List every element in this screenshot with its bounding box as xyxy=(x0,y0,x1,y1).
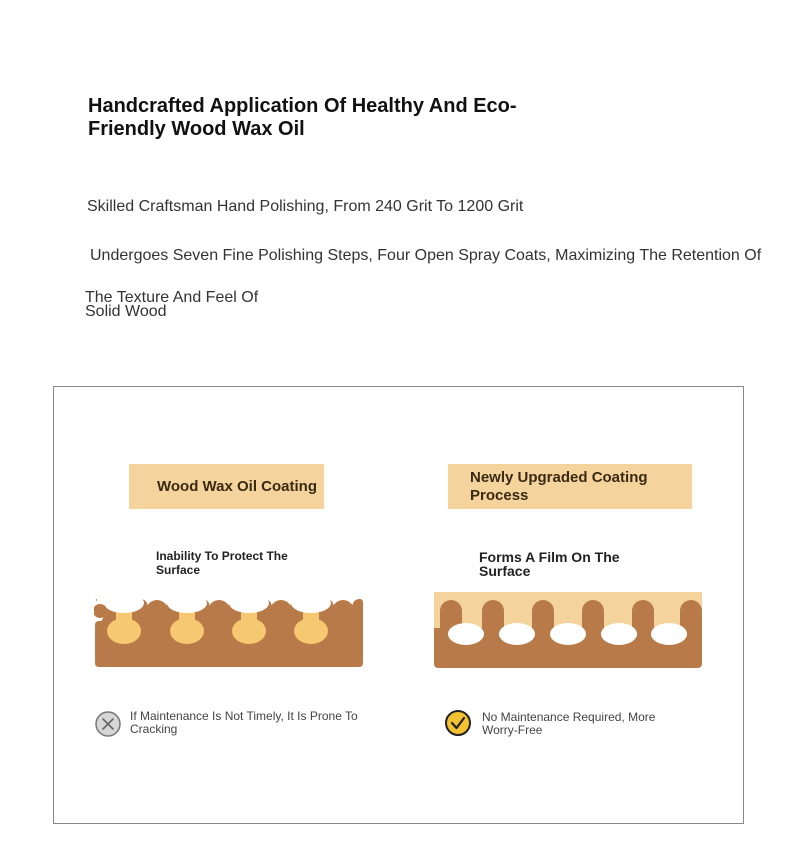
intro-line-1: Skilled Craftsman Hand Polishing, From 240 Grit To 1200 Grit xyxy=(87,198,524,215)
intro-line-3: The Texture And Feel Of Solid Wood xyxy=(85,289,259,320)
intro-line-2: Undergoes Seven Fine Polishing Steps, Four Open Spray Coats, Maximizing The Retention Of xyxy=(90,247,762,264)
wood-cross-section-open-pores xyxy=(94,597,364,669)
caption-right: Forms A Film On The Surface xyxy=(479,549,620,579)
tag-upgraded-coating-process: Newly Upgraded Coating Process xyxy=(448,464,692,509)
caption-left: Inability To Protect The Surface xyxy=(156,549,288,577)
page-title: Handcrafted Application Of Healthy And Eco-Friendly Wood Wax Oil xyxy=(88,95,517,140)
tag-wood-wax-oil-coating: Wood Wax Oil Coating xyxy=(129,464,324,509)
x-circle-icon xyxy=(94,710,122,738)
note-right: No Maintenance Required, More Worry-Free xyxy=(482,710,656,737)
comparison-panel xyxy=(53,386,744,824)
check-circle-icon xyxy=(444,709,472,737)
wood-cross-section-film-sealed xyxy=(433,591,703,669)
note-left: If Maintenance Is Not Timely, It Is Prone To Cracking xyxy=(130,709,358,736)
